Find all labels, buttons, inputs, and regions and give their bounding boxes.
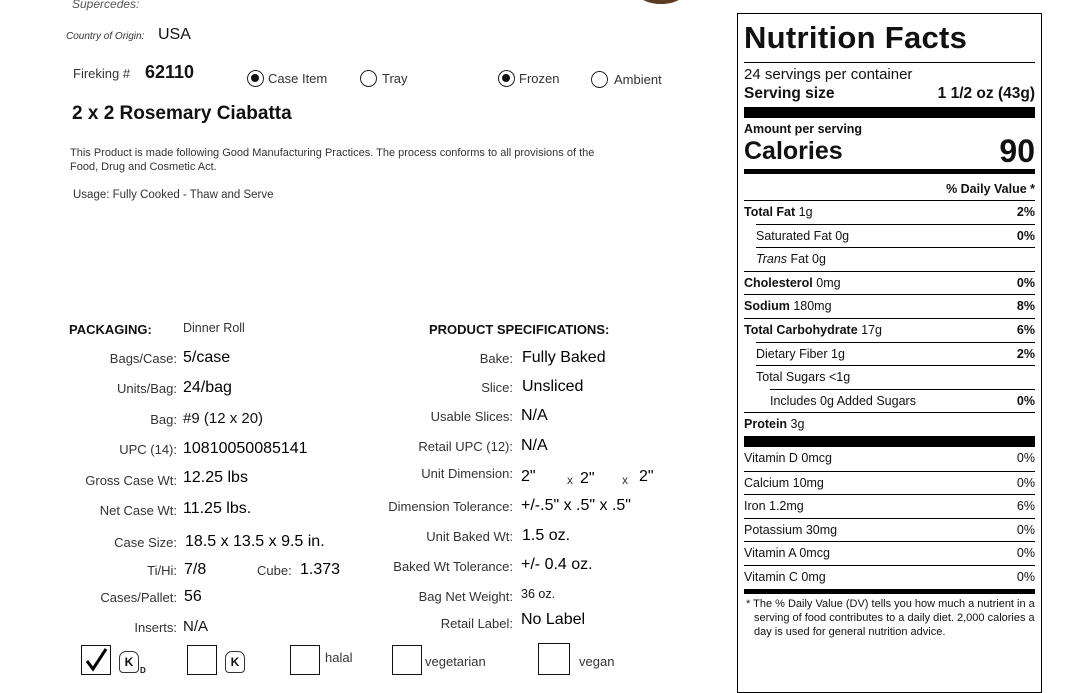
- checkmark-icon: [82, 646, 110, 674]
- bags-per-case-label: Bags/Case:: [109, 351, 177, 366]
- vitamin-row-a: [744, 541, 1035, 565]
- gmp-statement-line2: Food, Drug and Cosmetic Act.: [70, 161, 217, 173]
- kosher-dairy-icon: [119, 651, 139, 673]
- nutrient-dv: 0%: [1016, 228, 1035, 243]
- vitamin-label: Vitamin A 0mcg: [744, 546, 830, 561]
- nutrition-facts-title: Nutrition Facts: [744, 20, 968, 55]
- unit-dimension-label: Unit Dimension:: [421, 466, 513, 481]
- medium-divider: [744, 169, 1035, 174]
- ambient-radio[interactable]: [591, 71, 608, 88]
- kosher-symbol: K: [230, 655, 240, 669]
- gross-case-weight-value: 12.25 lbs: [183, 469, 248, 486]
- unit-dimension-x2: x: [622, 473, 628, 487]
- ti-hi-value: 7/8: [184, 561, 207, 578]
- case-item-radio[interactable]: [247, 70, 264, 87]
- nutrient-row-saturated-fat: [756, 224, 1035, 248]
- retail-label-label: Retail Label:: [440, 616, 513, 631]
- vitamin-dv: 0%: [1016, 569, 1035, 584]
- thick-divider: [744, 107, 1035, 118]
- retail-label-value: No Label: [521, 611, 586, 628]
- specs-heading: PRODUCT SPECIFICATIONS:: [429, 322, 610, 337]
- serving-size-value: 1 1/2 oz (43g): [937, 85, 1035, 102]
- kosher-dairy-symbol: K: [124, 655, 134, 669]
- calories-row: [744, 133, 1035, 169]
- vitamin-dv: 0%: [1016, 450, 1035, 465]
- nutrient-dv: 6%: [1016, 322, 1035, 337]
- dimension-tolerance-value: +/-.5" x .5" x .5": [521, 497, 631, 514]
- bag-net-weight-label: Bag Net Weight:: [418, 589, 513, 604]
- nutrition-facts-panel: [737, 13, 1042, 693]
- vitamin-dv: 0%: [1016, 522, 1035, 537]
- unit-dimension-a: 2": [521, 468, 536, 485]
- nutrient-dv: 2%: [1016, 346, 1035, 361]
- vegetarian-checkbox[interactable]: [392, 645, 422, 675]
- vegetarian-label: vegetarian: [425, 654, 486, 669]
- unit-dimension-b: 2": [580, 470, 595, 487]
- bag-value: #9 (12 x 20): [183, 410, 264, 427]
- serving-size-row: [744, 84, 1035, 104]
- vitamin-row-potassium: [744, 518, 1035, 542]
- cube-label: Cube:: [257, 563, 292, 578]
- cube-value: 1.373: [300, 561, 341, 578]
- packaging-heading: PACKAGING:: [69, 322, 152, 337]
- nutrient-row-protein: [744, 412, 1035, 436]
- serving-size-label: Serving size: [744, 85, 835, 102]
- nutrient-label: Cholesterol: [744, 275, 813, 290]
- amount-per-serving: Amount per serving: [744, 122, 863, 136]
- nutrient-dv: 8%: [1016, 299, 1035, 314]
- case-size-value: 18.5 x 13.5 x 9.5 in.: [185, 533, 325, 550]
- vegan-checkbox[interactable]: [538, 643, 570, 675]
- nutrient-label: Includes 0g Added Sugars: [770, 393, 916, 408]
- nutrient-amount: 180mg: [793, 299, 832, 314]
- fireking-label: Fireking #: [73, 66, 131, 81]
- nutrient-label: Sodium: [744, 299, 790, 314]
- nutrient-dv: 2%: [1016, 205, 1035, 219]
- upc14-label: UPC (14):: [119, 442, 177, 457]
- nutrient-label: Protein: [744, 417, 788, 432]
- product-name: 2 x 2 Rosemary Ciabatta: [72, 103, 292, 124]
- retail-upc-label: Retail UPC (12):: [418, 439, 513, 454]
- vitamin-label: Iron 1.2mg: [744, 499, 804, 514]
- gross-case-weight-label: Gross Case Wt:: [85, 473, 177, 488]
- calories-label: Calories: [744, 137, 843, 165]
- kosher-checkbox[interactable]: [187, 645, 217, 675]
- nutrient-label: Total Carbohydrate: [744, 322, 858, 337]
- case-size-label: Case Size:: [114, 535, 177, 550]
- nutrient-label: Trans: [756, 252, 788, 267]
- vitamin-dv: 6%: [1016, 499, 1035, 514]
- unit-baked-weight-label: Unit Baked Wt:: [426, 529, 513, 544]
- upc14-value: 10810050085141: [183, 440, 308, 457]
- vitamin-label: Vitamin D 0mcg: [744, 450, 832, 465]
- nutrient-row-trans-fat: [756, 247, 1035, 271]
- bake-label: Bake:: [479, 351, 513, 366]
- vitamin-row-c: [744, 565, 1035, 589]
- slice-label: Slice:: [481, 380, 513, 395]
- units-per-bag-label: Units/Bag:: [117, 381, 177, 396]
- retail-upc-value: N/A: [521, 437, 548, 454]
- net-case-weight-label: Net Case Wt:: [99, 503, 177, 518]
- packaging-type: Dinner Roll: [183, 321, 245, 335]
- nutrient-row-added-sugars: [770, 389, 1035, 413]
- inserts-value: N/A: [183, 618, 209, 635]
- inserts-label: Inserts:: [134, 620, 177, 635]
- nutrient-row-total-fat: [744, 200, 1035, 224]
- halal-label: halal: [325, 650, 353, 665]
- nutrient-label: Total Fat: [744, 205, 796, 219]
- gmp-statement-line1: This Product is made following Good Manufacturing Practices. The process conforms to all provisions of the: [70, 147, 595, 159]
- slice-value: Unsliced: [522, 378, 584, 395]
- dimension-tolerance-label: Dimension Tolerance:: [388, 499, 513, 514]
- daily-value-footnote: * The % Daily Value (DV) tells you how much a nutrient in a serving of food contributes to a daily diet. 2,000 calories a day is used for general nutrition advice.: [746, 597, 1035, 638]
- unit-dimension-c: 2": [639, 468, 654, 485]
- vitamin-label: Calcium 10mg: [744, 475, 824, 490]
- ambient-label: Ambient: [614, 72, 662, 87]
- usable-slices-label: Usable Slices:: [430, 409, 513, 424]
- country-label: Country of Origin:: [66, 31, 145, 42]
- frozen-label: Frozen: [519, 71, 560, 86]
- divider: [744, 62, 1035, 63]
- thick-divider: [744, 436, 1035, 447]
- fireking-number: 62110: [145, 62, 195, 82]
- daily-value-header: % Daily Value *: [946, 182, 1035, 196]
- nutrient-row-dietary-fiber: [756, 342, 1035, 366]
- product-photo: [630, 0, 692, 4]
- nutrient-label: Total Sugars <1g: [756, 370, 851, 385]
- nutrient-row-total-sugars: [756, 365, 1035, 389]
- halal-checkbox[interactable]: [290, 645, 320, 675]
- supercedes-label: Supercedes:: [72, 0, 140, 11]
- servings-per-container: 24 servings per container: [744, 66, 913, 83]
- nutrient-amount: 17g: [861, 322, 883, 337]
- net-case-weight-value: 11.25 lbs.: [183, 500, 252, 517]
- units-per-bag-value: 24/bag: [183, 379, 232, 396]
- baked-weight-tolerance-label: Baked Wt Tolerance:: [393, 559, 513, 574]
- nutrient-row-cholesterol: [744, 271, 1035, 295]
- bag-net-weight-value: 36 oz.: [521, 587, 556, 601]
- cases-per-pallet-value: 56: [184, 588, 202, 605]
- kosher-icon: [225, 651, 245, 673]
- kosher-dairy-sub: D: [140, 666, 146, 675]
- vitamin-dv: 0%: [1016, 546, 1035, 561]
- cases-per-pallet-label: Cases/Pallet:: [100, 590, 177, 605]
- nutrient-label: Dietary Fiber 1g: [756, 346, 845, 361]
- nutrient-amount: Fat 0g: [790, 252, 826, 267]
- vitamin-row-calcium: [744, 471, 1035, 495]
- bags-per-case-value: 5/case: [183, 349, 231, 366]
- nutrient-row-sodium: [744, 294, 1035, 318]
- medium-divider: [744, 589, 1035, 594]
- nutrient-amount: 3g: [790, 417, 805, 432]
- bag-label: Bag:: [150, 412, 177, 427]
- calories-value: 90: [999, 133, 1035, 169]
- kosher-dairy-checkbox[interactable]: [81, 645, 111, 675]
- bake-value: Fully Baked: [522, 349, 606, 366]
- frozen-radio[interactable]: [498, 70, 515, 87]
- tray-label: Tray: [382, 71, 408, 86]
- vegan-label: vegan: [579, 654, 615, 669]
- baked-weight-tolerance-value: +/- 0.4 oz.: [521, 556, 593, 573]
- nutrient-row-total-carbohydrate: [744, 318, 1035, 342]
- usable-slices-value: N/A: [521, 407, 548, 424]
- case-item-label: Case Item: [268, 71, 328, 86]
- vitamin-dv: 0%: [1016, 475, 1035, 490]
- nutrient-amount: 1g: [798, 205, 813, 219]
- vitamin-label: Potassium 30mg: [744, 522, 838, 537]
- nutrient-amount: 0mg: [816, 275, 841, 290]
- tray-radio[interactable]: [360, 70, 377, 87]
- unit-baked-weight-value: 1.5 oz.: [522, 527, 571, 544]
- nutrient-label: Saturated Fat 0g: [756, 228, 850, 243]
- country-value: USA: [158, 26, 191, 43]
- vitamin-row-d: [744, 447, 1035, 471]
- vitamin-label: Vitamin C 0mg: [744, 569, 826, 584]
- usage-text: Usage: Fully Cooked - Thaw and Serve: [73, 189, 274, 201]
- unit-dimension-x1: x: [567, 473, 573, 487]
- ti-hi-label: Ti/Hi:: [147, 563, 177, 578]
- nutrient-dv: 0%: [1016, 393, 1035, 408]
- vitamin-row-iron: [744, 494, 1035, 518]
- nutrient-dv: 0%: [1016, 275, 1035, 290]
